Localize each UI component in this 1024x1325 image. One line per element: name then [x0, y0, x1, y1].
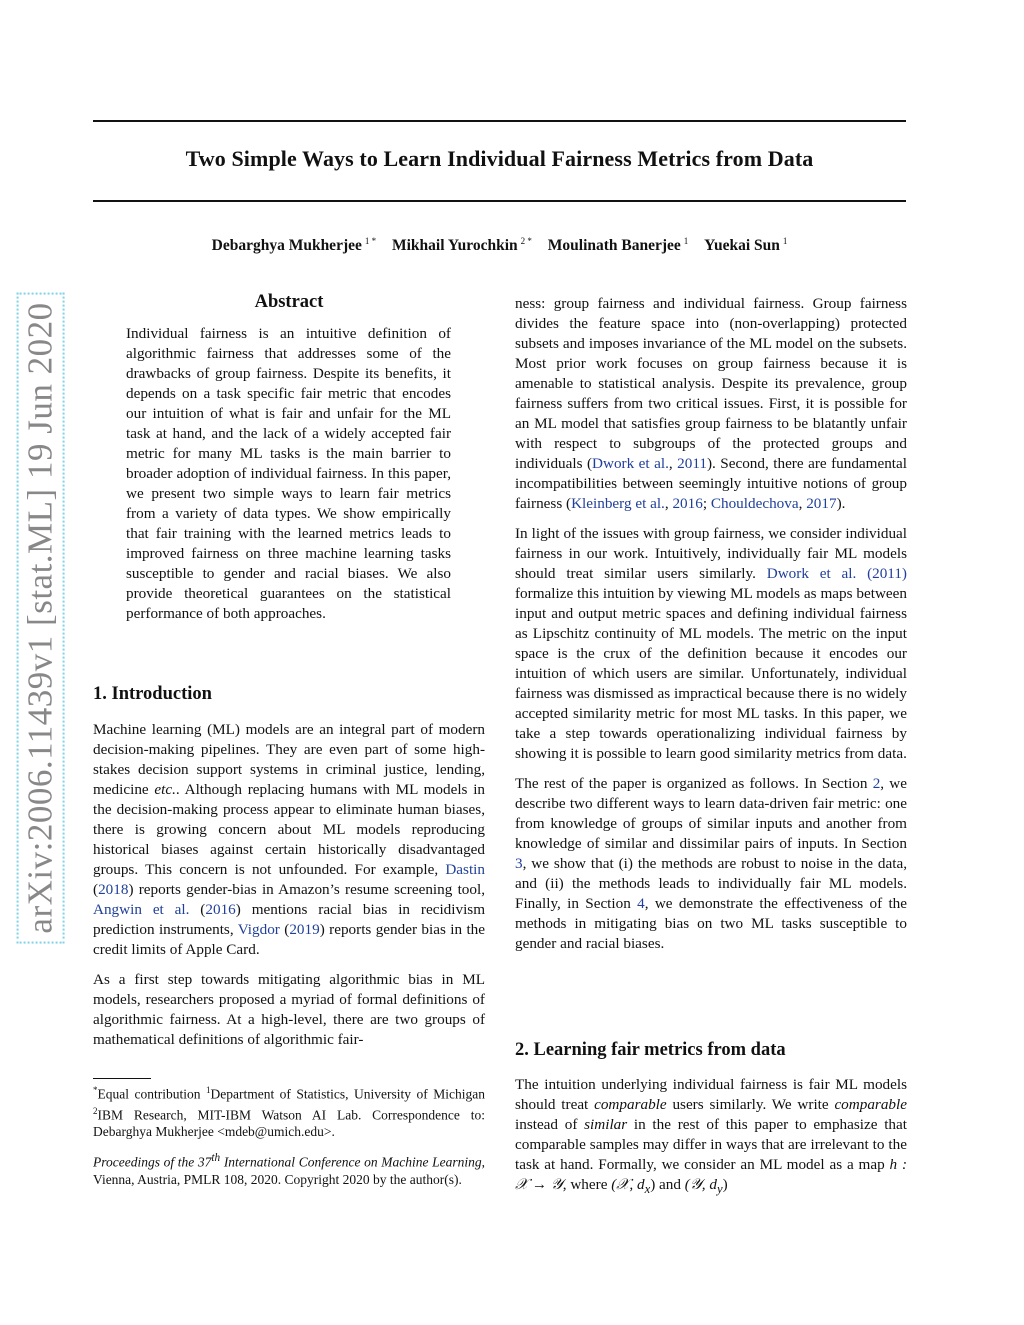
- author-affiliation: 1 *: [364, 236, 377, 246]
- author-name-text: Debarghya Mukherjee: [211, 237, 362, 254]
- learning-body: [515, 1075, 907, 1199]
- citation-link[interactable]: Dastin: [445, 861, 485, 878]
- text-run: The intuition underlying individual fairness is fair ML models should treat: [515, 1076, 907, 1113]
- text-run: , we describe two different ways to learn data-driven fair metric: one from knowledge of groups of similar inputs and another from knowledge of similar and dissimilar pairs of inputs. In Section: [515, 775, 907, 852]
- text-run-italic: comparable: [594, 1096, 667, 1113]
- text-run: Equal contribution: [97, 1086, 206, 1102]
- intro-paragraph-1: [93, 720, 485, 960]
- text-run: ): [235, 901, 241, 918]
- text-run: , we demonstrate the effectiveness of the methods in mitigating bias on two ML tasks susceptible to gender and racial biases.: [515, 895, 908, 952]
- title-top-rule: [93, 120, 906, 122]
- text-run: ): [319, 921, 325, 938]
- intro-paragraph-2: As a first step towards mitigating algorithmic bias in ML models, researchers proposed a myriad of formal definitions of algorithmic fairness. At a high-level, there are two groups of mathematical definitions of algorithmic fair-: [93, 971, 485, 1048]
- author-name: [548, 237, 689, 254]
- text-run: The rest of the paper is organized as follows. In Section: [515, 775, 873, 792]
- abstract-text: [126, 324, 451, 624]
- author-affiliation: 2 *: [520, 236, 532, 246]
- text-run: , where: [562, 1176, 612, 1193]
- text-run: in the rest of this paper to emphasize that comparable samples may differ in ways that are irrelevant to the task at hand. Formally, we consider an ML model as a map: [515, 1116, 907, 1173]
- text-run-italic: similar: [584, 1116, 628, 1133]
- text-run: IBM Research, MIT-IBM Watson AI Lab. Correspondence to: Debarghya Mukherjee <mdeb@umich.edu>.: [93, 1107, 485, 1139]
- footnote-mark: *: [93, 1085, 98, 1095]
- math-inline: (𝒴, d: [684, 1176, 717, 1193]
- right-column-body: [515, 294, 907, 954]
- text-run: Machine learning (ML) models are an integral part of modern decision-making pipelines. They are even part of some high-stakes decision support systems in criminal justice, lending, medicine: [93, 721, 485, 798]
- citation-link[interactable]: Angwin et al.: [93, 901, 190, 918]
- right-paragraph-3: [515, 774, 907, 954]
- text-run: instead of: [515, 1116, 585, 1133]
- math-inline: h : 𝒳 → 𝒴: [515, 1156, 908, 1193]
- math-inline: ): [650, 1176, 656, 1193]
- text-run: users similarly. We write: [666, 1096, 835, 1113]
- citation-year-link[interactable]: 2016: [672, 495, 703, 512]
- text-run: . Although replacing humans with ML models in the decision-making process appear to eliminate human biases, there is growing concern about ML models reproducing historical biases against certain historically disadvantaged groups. This concern is not unfounded. For example,: [93, 781, 486, 878]
- text-run: ). Second, there are fundamental incompatibilities between seemingly intuitive notions of group fairness (: [515, 455, 907, 512]
- arxiv-stamp[interactable]: [10, 302, 72, 934]
- introduction-body: [93, 720, 485, 1050]
- footnote-rule: [93, 1078, 151, 1079]
- footnote: [93, 1082, 485, 1140]
- text-run: formalize this intuition by viewing ML models as maps between input and output metric spaces and defining individual fairness as Lipschitz continuity of ML models. The metric on the input space is the crux of the definition because it encodes our intuition of which users are similar. Unfortunately, individual fairness was dismissed as impractical because there is no widely accepted similarity metric for most ML tasks. In this paper, we take a step towards operationalizing individual fairness by showing it is possible to learn good similarity metrics from data.: [515, 585, 907, 762]
- footnote-mark: 1: [205, 1085, 211, 1095]
- text-run: Department of Statistics, University of Michigan: [210, 1086, 485, 1102]
- text-run: ,: [798, 495, 807, 512]
- text-run: and: [655, 1176, 685, 1193]
- section-ref-link[interactable]: 4: [637, 895, 645, 912]
- text-run: mentions racial bias in recidivism prediction instruments,: [93, 901, 486, 938]
- text-run: ).: [836, 495, 846, 512]
- author-name-text: Yuekai Sun: [704, 237, 780, 254]
- text-run: ness: group fairness and individual fairness. Group fairness divides the feature space into (non-overlapping) protected subsets and imposes invariance of the ML model on the subsets. Most prior work focuses on group fairness because it is amenable to statistical analysis. Despite its prevalence, group fairness suffers from two critical issues. First, it is possible for an ML model that satisfies group fairness to be blatantly unfair with respect to subgroups of the protected groups and individuals (: [515, 295, 907, 472]
- text-run: ,: [664, 495, 673, 512]
- author-name-text: Moulinath Banerjee: [547, 237, 681, 254]
- text-run-italic: etc.: [154, 781, 176, 798]
- right-paragraph-1: [515, 294, 907, 514]
- text-run: (: [279, 921, 290, 938]
- citation-link[interactable]: Dwork et al. (2011): [766, 565, 907, 582]
- author-name: [704, 237, 787, 254]
- text-run-italic: Proceedings of the: [93, 1154, 198, 1170]
- text-run: , Vienna, Austria, PMLR 108, 2020. Copyright 2020 by the author(s).: [93, 1154, 485, 1187]
- text-run: (: [93, 881, 99, 898]
- text-run-italic: International Conference on Machine Learning: [220, 1154, 482, 1170]
- text-run-italic: th: [211, 1152, 221, 1164]
- citation-link[interactable]: Chouldechova: [710, 495, 799, 512]
- section-heading-introduction: 1. Introduction: [93, 684, 212, 704]
- author-name-text: Mikhail Yurochkin: [392, 237, 518, 254]
- section-ref-link[interactable]: 3: [515, 855, 523, 872]
- citation-link[interactable]: Vigdor: [237, 921, 280, 938]
- citation-link[interactable]: Dwork et al.: [592, 455, 669, 472]
- author-affiliation: 1: [782, 236, 788, 246]
- text-run: In light of the issues with group fairness, we consider individual fairness in our work. Intuitively, individually fair ML models should treat similar users similarly.: [515, 525, 907, 582]
- math-inline: (𝒳, d: [611, 1176, 645, 1193]
- section-ref-link[interactable]: 2: [872, 775, 881, 792]
- citation-year-link[interactable]: 2016: [205, 901, 236, 918]
- math-inline: ): [722, 1176, 728, 1193]
- text-run-italic: 37: [197, 1154, 212, 1170]
- citation-year-link[interactable]: 2018: [98, 881, 129, 898]
- citation-year-link[interactable]: 2017: [806, 495, 837, 512]
- arxiv-stamp-link[interactable]: arXiv:2006.11439v1 [stat.ML] 19 Jun 2020: [17, 292, 65, 943]
- math-subscript: x: [644, 1182, 651, 1197]
- footnote-mark: 2: [93, 1105, 98, 1116]
- abstract-heading: Abstract: [254, 292, 324, 312]
- text-run: (: [189, 901, 206, 918]
- author-list: [93, 236, 906, 255]
- section-heading-learning: 2. Learning fair metrics from data: [515, 1040, 786, 1060]
- text-run: reports gender bias in the credit limits of Apple Card.: [93, 921, 486, 958]
- abstract-paragraph: Individual fairness is an intuitive definition of algorithmic fairness that addresses some of the drawbacks of group fairness. Despite its benefits, it depends on a task specific fair metric that encodes our intuition of what is fair and unfair for the ML task at hand, and the lack of a widely accepted fair metric for many ML tasks is the main barrier to broader adoption of individual fairness. In this paper, we present two simple ways to learn fair metrics from a variety of data types. We show empirically that fair training with the learned metrics leads to improved fairness on three machine learning tasks susceptible to gender and racial biases. We also provide theoretical guarantees on the statistical performance of both approaches.: [126, 325, 451, 622]
- text-run: ): [128, 881, 134, 898]
- author-name: [212, 237, 377, 254]
- proceedings-note: [93, 1150, 485, 1188]
- title-bottom-rule: [93, 200, 906, 202]
- author-affiliation: 1: [683, 236, 689, 246]
- citation-year-link[interactable]: 2011: [677, 455, 707, 472]
- citation-year-link[interactable]: 2019: [289, 921, 320, 938]
- citation-link[interactable]: Kleinberg et al.: [571, 495, 665, 512]
- text-run: ;: [702, 495, 711, 512]
- right-paragraph-2: [515, 524, 907, 764]
- learning-paragraph: [515, 1075, 907, 1199]
- author-name: [392, 237, 532, 254]
- text-run: ,: [668, 455, 678, 472]
- paper-title: Two Simple Ways to Learn Individual Fairness Metrics from Data: [185, 146, 814, 171]
- text-run: , we show that (i) the methods are robust to noise in the data, and (ii) the methods leads to individually fair ML models. Finally, in Section: [515, 855, 907, 912]
- text-run: reports gender-bias in Amazon’s resume screening tool,: [133, 881, 485, 898]
- text-run-italic: comparable: [834, 1096, 907, 1113]
- math-subscript: y: [716, 1182, 723, 1197]
